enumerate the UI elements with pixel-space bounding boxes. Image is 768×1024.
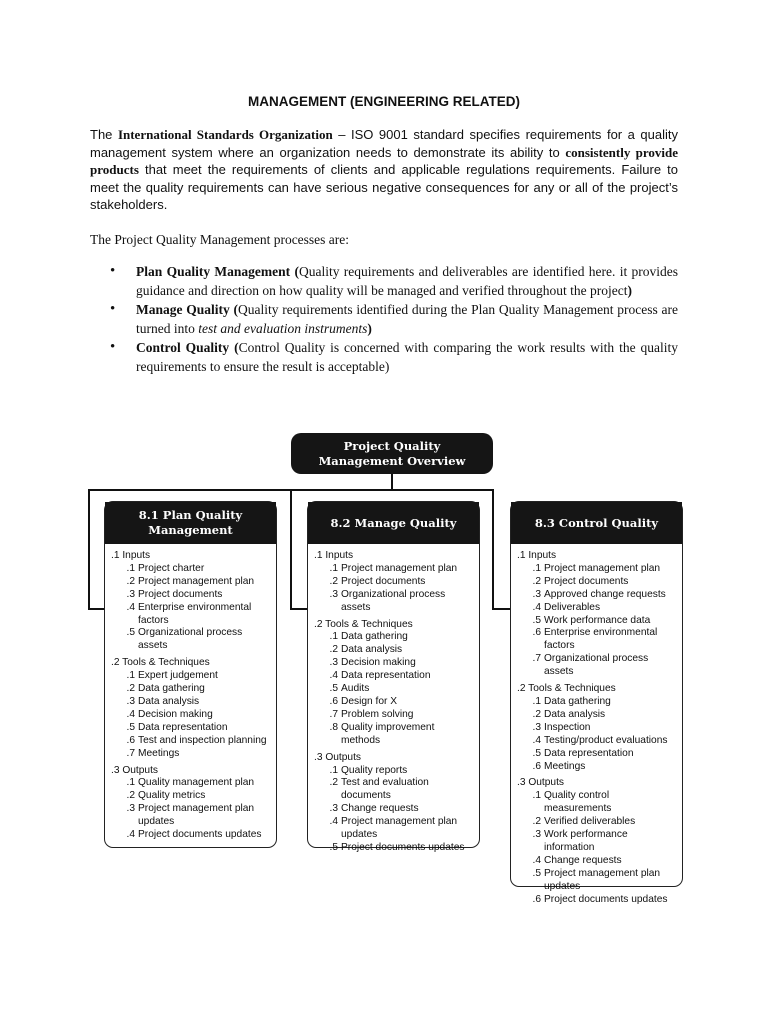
- list-item: [314, 589, 475, 615]
- list-item: [111, 790, 272, 803]
- list-item: [111, 683, 272, 696]
- column-header: [511, 502, 682, 544]
- item-number: .1: [329, 631, 338, 643]
- item-number: .6: [126, 734, 135, 746]
- list-item: [314, 657, 475, 670]
- item-number: .7: [126, 747, 135, 759]
- list-item: [314, 644, 475, 657]
- connector-mid-drop: [290, 489, 292, 609]
- list-item: [314, 803, 475, 816]
- column-header: [105, 502, 276, 544]
- item-number: .5: [126, 721, 135, 733]
- section-outputs: [111, 765, 272, 842]
- column-title-line2: Management: [148, 523, 233, 537]
- item-number: .1: [532, 790, 541, 802]
- intro-text-1: The: [90, 127, 118, 142]
- bullet-paren-close: ): [367, 321, 372, 336]
- item-number: .2: [532, 708, 541, 720]
- overview-title-line1: Project Quality: [343, 438, 441, 453]
- section-title: .1 Inputs: [517, 550, 557, 561]
- section-tools: [517, 683, 678, 773]
- list-item: [517, 829, 678, 855]
- item-text: Project documents: [138, 588, 223, 600]
- item-text: Organizational process assets: [341, 588, 446, 613]
- intro-bold-products: consistently provide products: [90, 144, 678, 177]
- list-item: [111, 602, 272, 628]
- column-body: [105, 544, 276, 842]
- item-text: Project documents: [544, 575, 629, 587]
- column-title-line1: 8.2 Manage Quality: [330, 515, 457, 530]
- item-number: .2: [532, 575, 541, 587]
- item-number: .8: [329, 721, 338, 733]
- connector-mid-stub: [290, 608, 307, 610]
- list-item: [111, 563, 272, 576]
- list-item: [517, 696, 678, 709]
- item-number: .2: [329, 777, 338, 789]
- bullet-control-quality: [90, 338, 678, 376]
- list-item: [517, 563, 678, 576]
- item-number: .2: [329, 644, 338, 656]
- section-inputs: [314, 550, 475, 615]
- list-item: [314, 563, 475, 576]
- list-item: [314, 576, 475, 589]
- item-text: Project management plan: [341, 562, 458, 574]
- intro-text-2: – ISO 9001 standard specifies requirements for a quality management system where an organization needs to demonstrate its ability to: [90, 127, 678, 160]
- column-plan-quality: [104, 501, 277, 848]
- list-item: [517, 627, 678, 653]
- item-text: Quality management plan: [138, 777, 255, 789]
- item-text: Design for X: [341, 695, 398, 707]
- item-number: .3: [126, 588, 135, 600]
- section-inputs: [517, 550, 678, 679]
- item-number: .6: [532, 760, 541, 772]
- item-text: Enterprise environmental factors: [138, 601, 252, 626]
- section-title: .3 Outputs: [111, 764, 159, 776]
- bullet-paren-open: (: [290, 264, 299, 279]
- item-number: .3: [532, 721, 541, 733]
- item-text: Audits: [341, 683, 370, 695]
- bullet-text: Control Quality is concerned with comparing the work results with the quality requirements to ensure the result is acceptable): [136, 340, 678, 374]
- overview-header-box: [291, 433, 493, 474]
- list-item: [517, 576, 678, 589]
- bullet-italic: test and evaluation instruments: [198, 321, 368, 336]
- column-body: [511, 544, 682, 906]
- item-number: .1: [532, 562, 541, 574]
- item-number: .7: [532, 653, 541, 665]
- column-header: [308, 502, 479, 544]
- bullet-title: Plan Quality Management: [136, 264, 291, 279]
- item-number: .5: [532, 867, 541, 879]
- list-item: [517, 602, 678, 615]
- page-title: MANAGEMENT (ENGINEERING RELATED): [248, 94, 520, 109]
- list-item: [314, 777, 475, 803]
- item-number: .1: [126, 562, 135, 574]
- item-text: Project documents: [341, 575, 426, 587]
- column-manage-quality: [307, 501, 480, 853]
- item-text: Project management plan: [544, 562, 661, 574]
- section-title: .2 Tools & Techniques: [111, 657, 210, 669]
- item-text: Change requests: [341, 803, 419, 815]
- item-number: .4: [126, 829, 135, 841]
- item-number: .1: [329, 562, 338, 574]
- item-number: .3: [126, 695, 135, 707]
- item-text: Enterprise environmental factors: [544, 627, 658, 652]
- item-text: Decision making: [138, 708, 213, 720]
- item-text: Expert judgement: [138, 670, 218, 682]
- list-item: [517, 816, 678, 829]
- intro-paragraph: [90, 126, 678, 214]
- item-text: Quality control measurements: [544, 790, 612, 815]
- item-text: Data representation: [138, 721, 228, 733]
- item-number: .4: [126, 708, 135, 720]
- list-item: [111, 589, 272, 602]
- item-number: .5: [329, 841, 338, 853]
- item-text: Project documents updates: [544, 893, 668, 905]
- item-text: Project management plan: [138, 575, 255, 587]
- item-text: Data gathering: [138, 683, 205, 695]
- item-text: Testing/product evaluations: [544, 734, 668, 746]
- item-text: Work performance data: [544, 614, 651, 626]
- item-text: Project management plan updates: [138, 803, 255, 828]
- bullet-paren-close: ): [627, 283, 632, 298]
- item-text: Data representation: [544, 747, 634, 759]
- list-item: [111, 829, 272, 842]
- item-text: Problem solving: [341, 708, 414, 720]
- bullet-plan-quality: [90, 262, 678, 300]
- item-text: Deliverables: [544, 601, 601, 613]
- list-item: [314, 696, 475, 709]
- list-item: [111, 709, 272, 722]
- item-number: .2: [329, 575, 338, 587]
- item-number: .5: [532, 747, 541, 759]
- item-number: .7: [329, 708, 338, 720]
- list-item: [517, 722, 678, 735]
- list-item: [111, 696, 272, 709]
- list-item: [517, 653, 678, 679]
- item-number: .6: [329, 695, 338, 707]
- item-text: Work performance information: [544, 829, 628, 853]
- bullet-text: Quality requirements identified during the Plan Quality Management process are turned into: [136, 302, 679, 336]
- item-text: Data gathering: [544, 695, 611, 707]
- item-text: Decision making: [341, 657, 416, 669]
- item-text: Project charter: [138, 562, 205, 574]
- item-text: Quality metrics: [138, 790, 206, 802]
- list-item: [314, 722, 475, 748]
- processes-label: The Project Quality Management processes are:: [90, 232, 350, 247]
- item-number: .2: [126, 790, 135, 802]
- item-number: .1: [126, 777, 135, 789]
- section-outputs: [314, 752, 475, 855]
- bullet-manage-quality: [90, 300, 678, 338]
- intro-bold-iso: International Standards Organization: [117, 127, 333, 142]
- item-text: Test and inspection planning: [138, 734, 267, 746]
- item-text: Project management plan updates: [544, 867, 661, 892]
- section-title: .3 Outputs: [314, 751, 362, 763]
- list-item: [111, 748, 272, 761]
- section-tools: [111, 657, 272, 760]
- item-number: .3: [532, 588, 541, 600]
- item-text: Change requests: [544, 854, 622, 866]
- bullet-title: Control Quality: [136, 340, 230, 355]
- list-item: [111, 777, 272, 790]
- section-title: .3 Outputs: [517, 777, 565, 789]
- item-text: Data analysis: [138, 695, 200, 707]
- section-outputs: [517, 777, 678, 906]
- item-text: Quality improvement methods: [341, 721, 435, 746]
- column-title-line1: 8.1 Plan Quality: [138, 508, 243, 522]
- list-item: [111, 803, 272, 829]
- column-control-quality: [510, 501, 683, 905]
- list-item: [517, 855, 678, 868]
- list-item: [111, 627, 272, 653]
- connector-right-stub: [492, 608, 512, 610]
- item-number: .6: [532, 893, 541, 905]
- item-text: Project documents updates: [341, 841, 465, 853]
- connector-left-drop: [88, 489, 90, 609]
- item-number: .1: [532, 695, 541, 707]
- bullet-title: Manage Quality: [136, 302, 230, 317]
- item-number: .5: [126, 627, 135, 639]
- connector-left-stub: [88, 608, 105, 610]
- item-text: Quality reports: [341, 764, 408, 776]
- item-text: Data gathering: [341, 631, 408, 643]
- list-item: [517, 761, 678, 774]
- item-number: .3: [329, 657, 338, 669]
- item-number: .2: [532, 816, 541, 828]
- list-item: [111, 735, 272, 748]
- list-item: [517, 709, 678, 722]
- column-title-line1: 8.3 Control Quality: [534, 515, 659, 530]
- section-title: .2 Tools & Techniques: [517, 683, 616, 695]
- list-item: [111, 722, 272, 735]
- item-text: Organizational process assets: [544, 653, 649, 678]
- item-number: .4: [532, 601, 541, 613]
- item-text: Data representation: [341, 670, 431, 682]
- item-number: .5: [532, 614, 541, 626]
- list-item: [314, 709, 475, 722]
- item-number: .1: [126, 670, 135, 682]
- item-number: .4: [329, 670, 338, 682]
- list-item: [517, 790, 678, 816]
- item-number: .4: [329, 816, 338, 828]
- list-item: [517, 868, 678, 894]
- list-item: [314, 670, 475, 683]
- section-inputs: [111, 550, 272, 653]
- list-item: [314, 816, 475, 842]
- list-item: [314, 683, 475, 696]
- list-item: [111, 576, 272, 589]
- item-text: Organizational process assets: [138, 627, 243, 652]
- process-bullet-list: [90, 262, 678, 376]
- item-text: Data analysis: [341, 644, 403, 656]
- section-tools: [314, 619, 475, 748]
- item-text: Meetings: [138, 747, 180, 759]
- item-number: .4: [126, 601, 135, 613]
- item-text: Project management plan updates: [341, 816, 458, 841]
- list-item: [314, 631, 475, 644]
- item-number: .4: [532, 734, 541, 746]
- list-item: [517, 615, 678, 628]
- bullet-text: Quality requirements and deliverables are identified here. it provides guidance and direction on how quality will be managed and verified throughout the project: [136, 264, 679, 298]
- item-text: Project documents updates: [138, 829, 262, 841]
- item-number: .3: [126, 803, 135, 815]
- overview-title-line2: Management Overview: [318, 453, 466, 468]
- item-text: Test and evaluation documents: [341, 777, 429, 802]
- item-number: .2: [126, 575, 135, 587]
- list-item: [517, 894, 678, 907]
- item-number: .4: [532, 854, 541, 866]
- section-title: .1 Inputs: [314, 550, 354, 561]
- item-text: Verified deliverables: [544, 816, 636, 828]
- list-item: [517, 748, 678, 761]
- item-text: Meetings: [544, 760, 586, 772]
- item-number: .3: [532, 829, 541, 841]
- bullet-paren-open: (: [229, 340, 239, 355]
- item-number: .2: [126, 683, 135, 695]
- connector-vertical-top: [391, 474, 393, 490]
- list-item: [517, 589, 678, 602]
- list-item: [111, 670, 272, 683]
- item-text: Approved change requests: [544, 588, 666, 600]
- item-number: .6: [532, 627, 541, 639]
- item-text: Data analysis: [544, 708, 606, 720]
- connector-right-drop: [492, 489, 494, 609]
- list-item: [517, 735, 678, 748]
- list-item: [314, 842, 475, 855]
- item-number: .5: [329, 683, 338, 695]
- section-title: .2 Tools & Techniques: [314, 618, 413, 630]
- item-number: .3: [329, 588, 338, 600]
- item-text: Inspection: [544, 721, 591, 733]
- bullet-paren-open: (: [229, 302, 238, 317]
- column-body: [308, 544, 479, 855]
- item-number: .3: [329, 803, 338, 815]
- section-title: .1 Inputs: [111, 550, 151, 561]
- item-number: .1: [329, 764, 338, 776]
- list-item: [314, 765, 475, 778]
- intro-text-3: that meet the requirements of clients and applicable regulations requirements. Failure to meet the quality requirements can have serious negative consequences for any or all of the project’s stakeholders.: [90, 162, 678, 212]
